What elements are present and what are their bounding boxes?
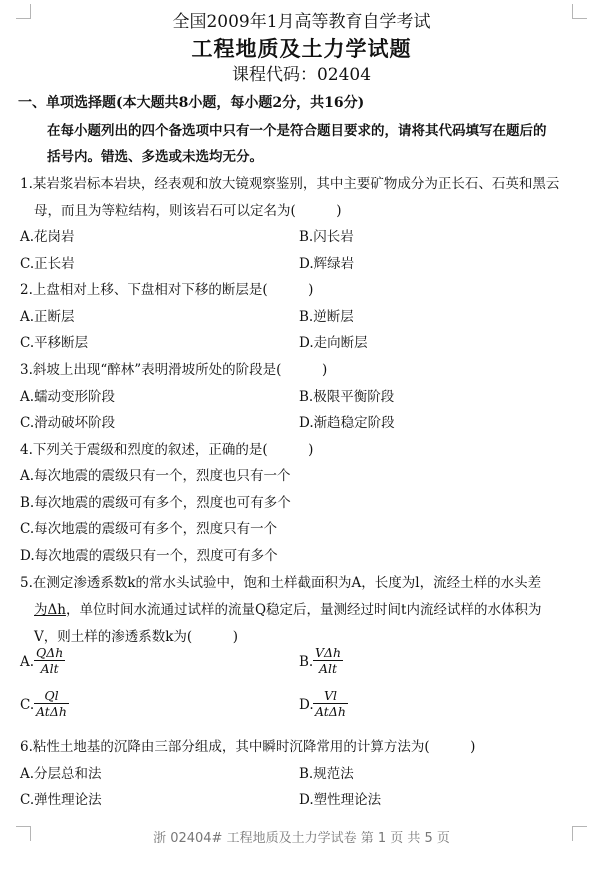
question-6-line-1: 6.粘性土地基的沉降由三部分组成，其中瞬时沉降常用的计算方法为( ) (20, 739, 476, 755)
formula-numerator: Vl (313, 688, 348, 704)
question-6-option-b: B.规范法 (299, 766, 354, 782)
question-3-option-d: D.渐趋稳定阶段 (299, 415, 395, 431)
question-2-line-1: 2.上盘相对上移、下盘相对下移的断层是( ) (20, 282, 314, 298)
question-6-option-c: C.弹性理论法 (20, 792, 102, 808)
formula-numerator: VΔh (315, 645, 342, 660)
question-5-option-c-label: C. (20, 697, 35, 713)
question-3-option-b: B.极限平衡阶段 (299, 389, 395, 405)
question-5-line-1: 5.在测定渗透系数k的常水头试验中，饱和土样截面积为A，长度为l，流经土样的水头差 (20, 575, 542, 591)
section-heading: 一、单项选择题(本大题共8小题，每小题2分，共16分) (18, 95, 365, 111)
question-1-line-1: 1.某岩浆岩标本岩块，经表观和放大镜观察鉴别，其中主要矿物成分为正长石、石英和黑云 (20, 176, 560, 192)
question-5-option-a-label: A. (20, 654, 35, 670)
formula-denominator: Alt (319, 661, 338, 676)
question-1-option-d: D.辉绿岩 (299, 256, 355, 272)
instruction-line-1: 在每小题列出的四个备选项中只有一个是符合题目要求的，请将其代码填写在题后的 (47, 123, 547, 139)
question-3-option-a: A.蠕动变形阶段 (20, 389, 116, 405)
question-3-option-c: C.滑动破坏阶段 (20, 415, 116, 431)
formula-denominator: Alt (40, 661, 59, 676)
question-5-line-3: V，则土样的渗透系数k为( ) (34, 629, 238, 645)
question-5-option-c-formula (34, 688, 69, 719)
question-4-option-a: A.每次地震的震级只有一个，烈度也只有一个 (20, 468, 291, 484)
page-footer: 浙 02404# 工程地质及土力学试卷 第 1 页 共 5 页 (153, 831, 450, 846)
question-1-option-c: C.正长岩 (20, 256, 75, 272)
question-1-line-2: 母，而且为等粒结构，则该岩石可以定名为( ) (34, 203, 342, 219)
question-4-line-1: 4.下列关于震级和烈度的叙述，正确的是( ) (20, 442, 314, 458)
question-6-option-a: A.分层总和法 (20, 766, 102, 782)
formula-denominator: AtΔh (315, 704, 346, 719)
question-5-line-2-text: ，单位时间水流通过试样的流量Q稳定后，量测经过时间t内流经试样的水体积为 (65, 602, 542, 618)
question-1-option-b: B.闪长岩 (299, 229, 354, 245)
question-5-line-2 (34, 598, 541, 618)
question-6-option-d: D.塑性理论法 (299, 792, 382, 808)
question-3-line-1: 3.斜坡上出现“醉林”表明滑坡所处的阶段是( ) (20, 362, 328, 378)
question-1-option-a: A.花岗岩 (20, 229, 75, 245)
formula-denominator: AtΔh (36, 704, 67, 719)
question-5-option-d-label: D. (299, 697, 314, 713)
question-2-option-d: D.走向断层 (299, 335, 368, 351)
question-4-option-d: D.每次地震的震级只有一个，烈度可有多个 (20, 548, 278, 564)
question-2-option-c: C.平移断层 (20, 335, 89, 351)
question-5-option-d-formula (313, 688, 348, 719)
question-4-option-c: C.每次地震的震级可有多个，烈度只有一个 (20, 521, 278, 537)
question-5-option-a-formula (34, 645, 65, 676)
subject-title: 工程地质及土力学试题 (191, 36, 412, 61)
formula-numerator: QΔh (36, 645, 64, 660)
question-5-option-b-formula (313, 645, 343, 676)
formula-numerator: Ql (34, 688, 69, 704)
question-2-option-b: B.逆断层 (299, 309, 354, 325)
exam-title: 全国2009年1月高等教育自学考试 (172, 12, 431, 32)
question-4-option-b: B.每次地震的震级可有多个，烈度也可有多个 (20, 495, 291, 511)
course-code: 课程代码：02404 (231, 65, 372, 85)
question-2-option-a: A.正断层 (20, 309, 75, 325)
head-difference-symbol: 为Δh (34, 602, 66, 618)
question-5-option-b-label: B. (299, 654, 314, 670)
instruction-line-2: 括号内。错选、多选或未选均无分。 (47, 149, 263, 165)
